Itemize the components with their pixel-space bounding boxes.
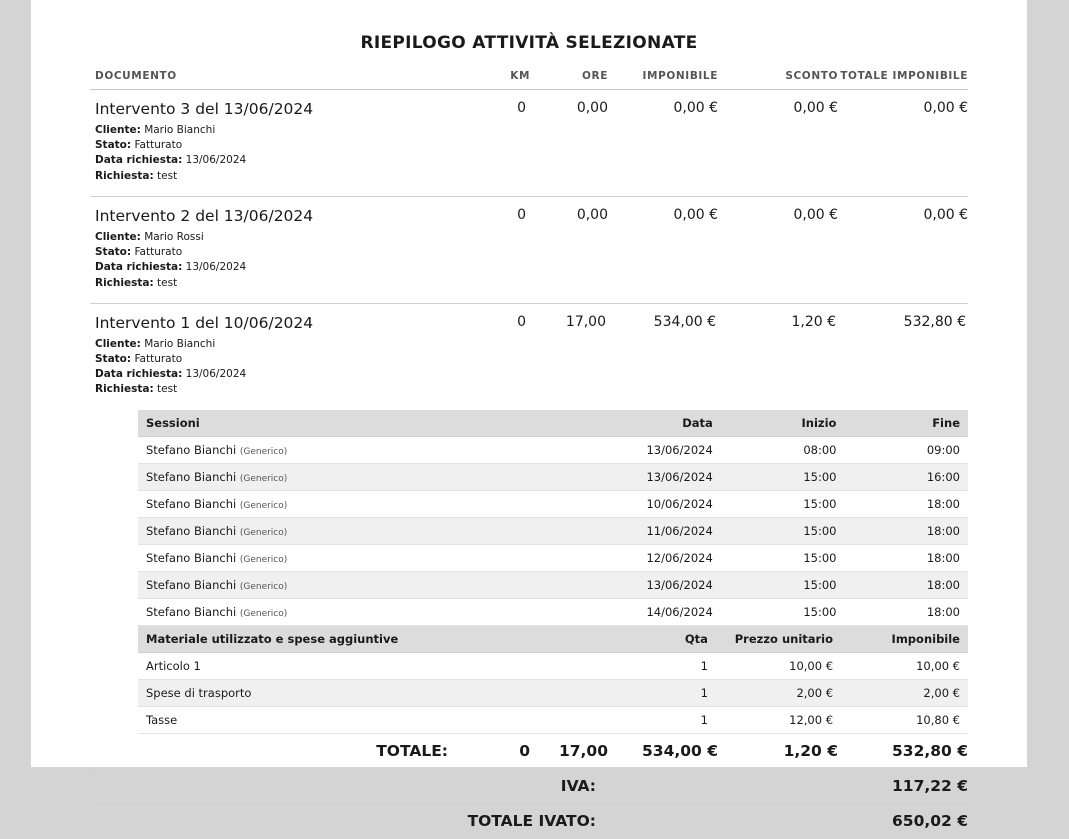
session-type: (Generico) (239, 446, 288, 457)
iva-spacer-2 (718, 768, 838, 803)
table-row (138, 679, 968, 706)
header-sconto: SCONTO (718, 70, 838, 90)
session-name (138, 436, 594, 463)
material-qta: 1 (594, 679, 716, 706)
header-km: KM (460, 70, 530, 90)
session-fine: 09:00 (844, 436, 968, 463)
header-documento: DOCUMENTO (90, 70, 460, 90)
header-ore: ORE (530, 70, 608, 90)
value-ore: 17,00 (565, 313, 606, 330)
session-person: Stefano Bianchi (146, 604, 237, 619)
session-inizio: 15:00 (721, 490, 845, 517)
material-qta: 1 (594, 706, 716, 733)
table-row (90, 90, 968, 197)
session-type: (Generico) (239, 500, 288, 511)
value-sconto: 1,20 € (791, 313, 836, 330)
session-inizio: 15:00 (721, 598, 845, 625)
sessions-header-row (138, 410, 968, 437)
header-inizio: Inizio (721, 410, 845, 437)
session-type: (Generico) (239, 527, 288, 538)
session-type: (Generico) (239, 473, 288, 484)
material-imponibile: 10,00 € (841, 652, 968, 679)
summary-table (90, 70, 968, 734)
label-data-richiesta: Data richiesta: (95, 261, 183, 274)
session-data: 11/06/2024 (594, 517, 721, 544)
totals-row (90, 734, 968, 769)
session-type: (Generico) (239, 608, 288, 619)
value-richiesta: test (157, 383, 178, 396)
table-header-row (90, 70, 968, 90)
label-richiesta: Richiesta: (95, 276, 154, 289)
session-type: (Generico) (239, 554, 288, 565)
session-name (138, 463, 594, 490)
table-row (138, 436, 968, 463)
totals-ore: 17,00 (530, 734, 608, 769)
label-stato: Stato: (95, 246, 132, 259)
label-data-richiesta: Data richiesta: (95, 154, 183, 167)
header-imponibile: IMPONIBILE (608, 70, 718, 90)
label-stato: Stato: (95, 352, 132, 365)
totals-label: TOTALE: (90, 734, 460, 769)
session-data: 14/06/2024 (594, 598, 721, 625)
session-person: Stefano Bianchi (146, 442, 237, 457)
header-totale-imponibile: TOTALE IMPONIBILE (838, 70, 968, 90)
document-content (90, 53, 968, 839)
session-fine: 18:00 (844, 571, 968, 598)
header-materiale: Materiale utilizzato e spese aggiuntive (138, 626, 594, 653)
header-fine: Fine (844, 410, 968, 437)
session-data: 12/06/2024 (594, 544, 721, 571)
value-stato: Fatturato (134, 139, 183, 152)
table-row (138, 490, 968, 517)
material-name: Tasse (138, 706, 594, 733)
value-sconto: 0,00 € (793, 206, 838, 223)
totale-ivato-value: 650,02 € (838, 803, 968, 838)
session-data: 13/06/2024 (594, 463, 721, 490)
session-data: 13/06/2024 (594, 571, 721, 598)
label-cliente: Cliente: (95, 230, 141, 243)
totals-km: 0 (460, 734, 530, 769)
value-data-richiesta: 13/06/2024 (185, 154, 247, 167)
intervention-info (90, 196, 460, 303)
label-cliente: Cliente: (95, 337, 141, 350)
totale-ivato-label: TOTALE IVATO: (90, 803, 608, 838)
header-data: Data (594, 410, 721, 437)
value-km: 0 (517, 313, 526, 330)
intervention-meta (95, 123, 460, 184)
value-imponibile: 534,00 € (653, 313, 716, 330)
session-person: Stefano Bianchi (146, 469, 237, 484)
sessions-table (138, 410, 968, 626)
page-title: RIEPILOGO ATTIVITÀ SELEZIONATE (360, 33, 698, 53)
session-type: (Generico) (239, 581, 288, 592)
totale-ivato-spacer-2 (718, 803, 838, 838)
session-name (138, 517, 594, 544)
value-cliente: Mario Bianchi (144, 124, 216, 136)
iva-label: IVA: (90, 768, 608, 803)
session-person: Stefano Bianchi (146, 496, 237, 511)
header-imponibile-materiale: Imponibile (841, 626, 968, 653)
document-page (31, 0, 1027, 830)
session-fine: 16:00 (844, 463, 968, 490)
table-row (90, 303, 968, 401)
session-inizio: 15:00 (721, 571, 845, 598)
session-name (138, 544, 594, 571)
value-imponibile: 0,00 € (673, 100, 718, 116)
value-ore: 0,00 (576, 100, 608, 116)
totals-imponibile: 534,00 € (608, 734, 718, 769)
session-data: 13/06/2024 (594, 436, 721, 463)
value-cliente: Mario Rossi (144, 230, 204, 243)
value-totale-imponibile: 0,00 € (923, 100, 968, 116)
session-fine: 18:00 (844, 598, 968, 625)
table-row (138, 517, 968, 544)
session-inizio: 15:00 (721, 463, 845, 490)
value-stato: Fatturato (134, 246, 183, 259)
session-inizio: 15:00 (721, 544, 845, 571)
label-richiesta: Richiesta: (95, 169, 154, 182)
table-row (138, 652, 968, 679)
session-person: Stefano Bianchi (146, 577, 237, 592)
session-person: Stefano Bianchi (146, 550, 237, 565)
label-richiesta: Richiesta: (95, 383, 154, 396)
intervention-info (90, 90, 460, 197)
session-person: Stefano Bianchi (146, 523, 237, 538)
material-qta: 1 (594, 652, 716, 679)
material-imponibile: 2,00 € (841, 679, 968, 706)
header-sessioni: Sessioni (138, 410, 594, 437)
label-data-richiesta: Data richiesta: (95, 368, 183, 381)
label-cliente: Cliente: (95, 124, 141, 136)
iva-value: 117,22 € (838, 768, 968, 803)
value-data-richiesta: 13/06/2024 (185, 261, 247, 274)
value-km: 0 (517, 100, 526, 116)
session-name (138, 598, 594, 625)
session-inizio: 15:00 (721, 517, 845, 544)
material-prezzo: 10,00 € (716, 652, 841, 679)
iva-spacer-1 (608, 768, 718, 803)
material-prezzo: 12,00 € (716, 706, 841, 733)
detail-cell (90, 402, 968, 734)
intervention-title: Intervento 3 del 13/06/2024 (95, 100, 314, 118)
iva-row (90, 768, 968, 803)
value-richiesta: test (157, 169, 178, 182)
intervention-meta (95, 230, 460, 291)
session-data: 10/06/2024 (594, 490, 721, 517)
material-prezzo: 2,00 € (716, 679, 841, 706)
materials-header-row (138, 626, 968, 653)
table-row (138, 706, 968, 733)
table-row (138, 571, 968, 598)
intervention-info (90, 303, 460, 401)
totale-ivato-spacer-1 (608, 803, 718, 838)
session-fine: 18:00 (844, 544, 968, 571)
material-name: Spese di trasporto (138, 679, 594, 706)
value-stato: Fatturato (134, 352, 183, 365)
value-richiesta: test (157, 276, 178, 289)
value-imponibile: 0,00 € (673, 206, 718, 223)
intervention-meta (95, 337, 460, 398)
materials-table (138, 626, 968, 734)
session-fine: 18:00 (844, 490, 968, 517)
totals-sconto: 1,20 € (718, 734, 838, 769)
value-totale-imponibile: 0,00 € (923, 206, 968, 223)
material-imponibile: 10,80 € (841, 706, 968, 733)
table-row (138, 544, 968, 571)
value-cliente: Mario Bianchi (144, 337, 216, 350)
table-row (90, 196, 968, 303)
intervention-title: Intervento 2 del 13/06/2024 (95, 206, 314, 225)
intervention-title: Intervento 1 del 10/06/2024 (95, 313, 314, 332)
material-name: Articolo 1 (138, 652, 594, 679)
session-name (138, 490, 594, 517)
table-row (138, 463, 968, 490)
value-data-richiesta: 13/06/2024 (185, 368, 247, 381)
value-sconto: 0,00 € (793, 100, 838, 116)
totals-totale: 532,80 € (838, 734, 968, 769)
totale-ivato-row (90, 803, 968, 838)
header-qta: Qta (594, 626, 716, 653)
detail-row (90, 402, 968, 734)
session-inizio: 08:00 (721, 436, 845, 463)
label-stato: Stato: (95, 139, 132, 152)
value-km: 0 (517, 206, 526, 223)
value-ore: 0,00 (576, 206, 608, 223)
session-fine: 18:00 (844, 517, 968, 544)
value-totale-imponibile: 532,80 € (903, 313, 966, 330)
header-prezzo-unitario: Prezzo unitario (716, 626, 841, 653)
totals-table (90, 734, 968, 839)
table-row (138, 598, 968, 625)
session-name (138, 571, 594, 598)
